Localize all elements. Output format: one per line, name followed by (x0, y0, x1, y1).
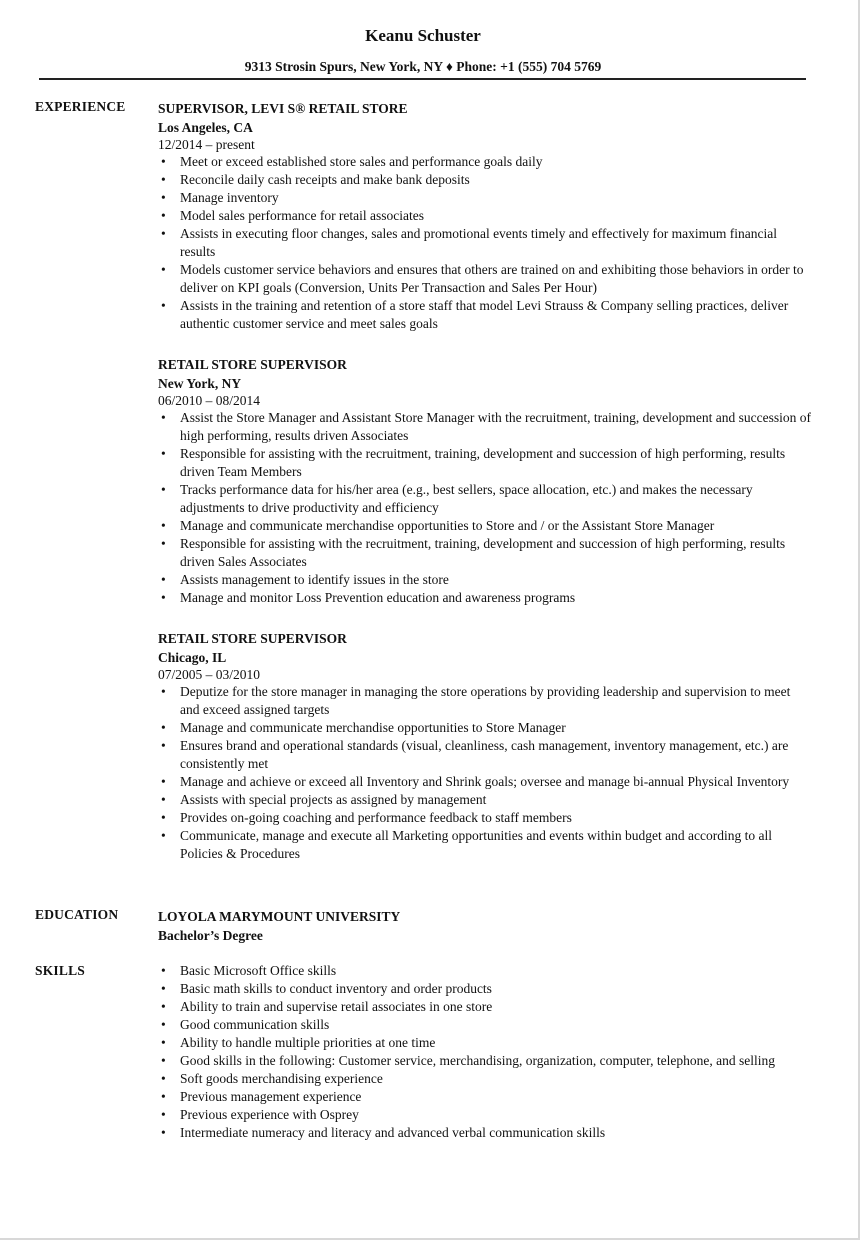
list-item: • Reconcile daily cash receipts and make bank deposits (158, 171, 813, 189)
job-bullets (158, 683, 813, 863)
section-label-education: EDUCATION (35, 907, 119, 922)
degree: Bachelor’s Degree (158, 928, 263, 943)
list-item: • Good communication skills (158, 1016, 813, 1034)
candidate-name: Keanu Schuster (365, 26, 481, 45)
list-item: • Ability to handle multiple priorities at one time (158, 1034, 813, 1052)
job-location: New York, NY (158, 376, 242, 391)
list-item: • Ability to train and supervise retail associates in one store (158, 998, 813, 1016)
job-entry-2 (158, 355, 813, 607)
job-location: Los Angeles, CA (158, 120, 253, 135)
list-item: • Model sales performance for retail associates (158, 207, 813, 225)
job-title: RETAIL STORE SUPERVISOR (158, 357, 347, 372)
job-title: RETAIL STORE SUPERVISOR (158, 631, 347, 646)
job-dates: 06/2010 – 08/2014 (158, 393, 261, 408)
list-item: • Manage and communicate merchandise opportunities to Store and / or the Assistant Store Manager (158, 517, 813, 535)
list-item: • Basic math skills to conduct inventory and order products (158, 980, 813, 998)
list-item: • Previous management experience (158, 1088, 813, 1106)
list-item: • Manage and achieve or exceed all Inventory and Shrink goals; oversee and manage bi-annual Physical Inventory (158, 773, 813, 791)
skills-entry (158, 962, 813, 1142)
list-item: • Assist the Store Manager and Assistant Store Manager with the recruitment, training, development and succession of high performing, results driven Associates (158, 409, 813, 445)
education-entry (158, 907, 813, 945)
job-entry-3 (158, 629, 813, 863)
list-item: • Soft goods merchandising experience (158, 1070, 813, 1088)
job-entry-1 (158, 99, 813, 333)
section-label-skills: SKILLS (35, 963, 85, 978)
job-location: Chicago, IL (158, 650, 227, 665)
list-item: • Ensures brand and operational standards (visual, cleanliness, cash management, inventory management, etc.) are consistently met (158, 737, 813, 773)
list-item: • Assists with special projects as assigned by management (158, 791, 813, 809)
job-dates: 12/2014 – present (158, 137, 255, 152)
list-item: • Assists management to identify issues in the store (158, 571, 813, 589)
skills-list (158, 962, 813, 1142)
list-item: • Communicate, manage and execute all Marketing opportunities and events within budget and according to all Policies & Procedures (158, 827, 813, 863)
list-item: • Provides on-going coaching and performance feedback to staff members (158, 809, 813, 827)
job-bullets (158, 153, 813, 333)
list-item: • Manage inventory (158, 189, 813, 207)
list-item: • Responsible for assisting with the recruitment, training, development and succession of high performing, results driven Team Members (158, 445, 813, 481)
job-dates: 07/2005 – 03/2010 (158, 667, 261, 682)
list-item: • Assists in executing floor changes, sales and promotional events timely and effectively for maximum financial results (158, 225, 813, 261)
list-item: • Tracks performance data for his/her area (e.g., best sellers, space allocation, etc.) and makes the necessary adjustments to drive productivity and efficiency (158, 481, 813, 517)
list-item: • Deputize for the store manager in managing the store operations by providing leadership and supervision to meet and exceed assigned targets (158, 683, 813, 719)
list-item: • Responsible for assisting with the recruitment, training, development and succession of high performing, results driven Sales Associates (158, 535, 813, 571)
list-item: • Meet or exceed established store sales and performance goals daily (158, 153, 813, 171)
job-title: SUPERVISOR, LEVI S® RETAIL STORE (158, 101, 408, 116)
contact-line: 9313 Strosin Spurs, New York, NY ♦ Phone: +1 (555) 704 5769 (244, 59, 602, 74)
list-item: • Previous experience with Osprey (158, 1106, 813, 1124)
job-bullets (158, 409, 813, 607)
list-item: • Models customer service behaviors and ensures that others are trained on and exhibiting those behaviors in order to deliver on KPI goals (Conversion, Units Per Transaction and Sales Per Hour) (158, 261, 813, 297)
list-item: • Assists in the training and retention of a store staff that model Levi Strauss & Company selling practices, deliver authentic customer service and meet sales goals (158, 297, 813, 333)
header-divider (39, 78, 806, 80)
list-item: • Manage and monitor Loss Prevention education and awareness programs (158, 589, 813, 607)
school-name: LOYOLA MARYMOUNT UNIVERSITY (158, 909, 401, 924)
list-item: • Intermediate numeracy and literacy and advanced verbal communication skills (158, 1124, 813, 1142)
list-item: • Basic Microsoft Office skills (158, 962, 813, 980)
section-label-experience: EXPERIENCE (35, 99, 126, 114)
list-item: • Good skills in the following: Customer service, merchandising, organization, computer, telephone, and selling (158, 1052, 813, 1070)
list-item: • Manage and communicate merchandise opportunities to Store Manager (158, 719, 813, 737)
